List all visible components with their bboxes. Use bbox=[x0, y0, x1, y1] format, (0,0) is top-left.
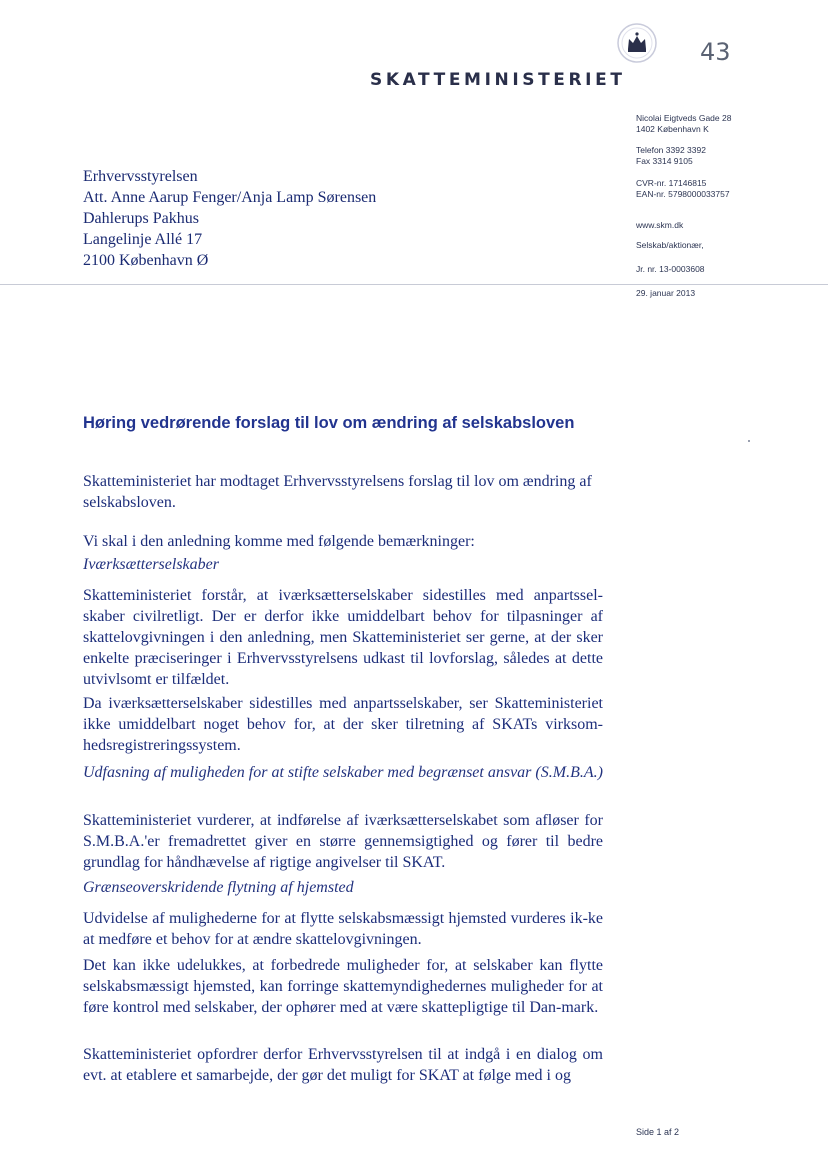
recipient-line: Att. Anne Aarup Fenger/Anja Lamp Sørensen bbox=[83, 189, 377, 206]
letter-date: 29. januar 2013 bbox=[636, 288, 696, 298]
sender-ean: EAN-nr. 5798000033757 bbox=[636, 189, 730, 199]
header-divider bbox=[0, 284, 828, 285]
page-footer: Side 1 af 2 bbox=[636, 1127, 680, 1137]
section-heading-hjemsted: Grænseoverskridende flytning af hjemsted bbox=[83, 879, 354, 896]
section-heading-ivaerksaetter: Iværksætterselskaber bbox=[83, 556, 219, 573]
recipient-line: 2100 København Ø bbox=[83, 252, 209, 269]
journal-number: Jr. nr. 13-0003608 bbox=[636, 264, 705, 274]
section3-paragraph1: Udvidelse af mulighederne for at flytte selskabsmæssigt hjemsted vurderes ik-ke at medføre et behov for at ændre skattelovgivningen. bbox=[83, 910, 603, 948]
intro-paragraph: Skatteministeriet har modtaget Erhvervsstyrelsens forslag til lov om ændring af selskabsloven. bbox=[83, 473, 592, 511]
recipient-address bbox=[83, 166, 376, 271]
sender-phone: Telefon 3392 3392 bbox=[636, 145, 706, 155]
sender-registration bbox=[636, 178, 730, 200]
recipient-line: Langelinje Allé 17 bbox=[83, 231, 203, 248]
ministry-name: SKATTEMINISTERIET bbox=[370, 70, 626, 90]
sender-cvr: CVR-nr. 17146815 bbox=[636, 178, 707, 188]
section-heading-smba: Udfasning af muligheden for at stifte selskaber med begrænset ansvar (S.M.B.A.) bbox=[83, 764, 603, 781]
sender-address-line1: Nicolai Eigtveds Gade 28 bbox=[636, 113, 732, 123]
handwritten-page-number: 43 bbox=[700, 38, 731, 66]
section1-paragraph2: Da iværksætterselskaber sidestilles med anpartsselskaber, ser Skatteministeriet ikke umiddelbart noget behov for, at der sker tilretning af SKATs virksom-hedsregistreringssystem. bbox=[83, 695, 603, 754]
scan-speck bbox=[748, 440, 750, 442]
letter-subject: Høring vedrørende forslag til lov om ændring af selskabsloven bbox=[83, 414, 575, 432]
recipient-line: Erhvervsstyrelsen bbox=[83, 168, 198, 185]
sender-web: www.skm.dk bbox=[636, 220, 684, 230]
sender-address-line2: 1402 København K bbox=[636, 124, 709, 134]
remarks-intro: Vi skal i den anledning komme med følgende bemærkninger: bbox=[83, 533, 475, 550]
section3-paragraph3: Skatteministeriet opfordrer derfor Erhvervsstyrelsen til at indgå i en dialog om evt. at etablere et samarbejde, der gør det muligt for SKAT at følge med i og bbox=[83, 1046, 603, 1084]
sender-department: Selskab/aktionær, bbox=[636, 240, 704, 250]
section1-paragraph1: Skatteministeriet forstår, at iværksætterselskaber sidestilles med anpartssel-skaber civilretligt. Der er derfor ikke umiddelbart behov for tilpasninger af skattelovgivningen i den anledning, men Skatteministeriet ser gerne, at der sker enkelte præciseringer i Erhvervsstyrelsens udkast til lovforslag, således at dette utvivlsomt er tilfældet. bbox=[83, 587, 603, 688]
sender-address bbox=[636, 113, 731, 135]
sender-contact bbox=[636, 145, 706, 167]
crown-logo-icon bbox=[616, 22, 658, 64]
recipient-line: Dahlerups Pakhus bbox=[83, 210, 199, 227]
section2-paragraph1: Skatteministeriet vurderer, at indførelse af iværksætterselskabet som afløser for S.M.B.A.'er fremadrettet giver en større gennemsigtighed og fører til bedre grundlag for håndhævelse af rigtige angivelser til SKAT. bbox=[83, 812, 603, 871]
sender-fax: Fax 3314 9105 bbox=[636, 156, 693, 166]
section3-paragraph2: Det kan ikke udelukkes, at forbedrede muligheder for, at selskaber kan flytte selskabsmæssigt hjemsted, kan forringe skattemyndighedernes muligheder for at føre kontrol med selskaber, der ophører med at være skattepligtige til Dan-mark. bbox=[83, 957, 603, 1016]
